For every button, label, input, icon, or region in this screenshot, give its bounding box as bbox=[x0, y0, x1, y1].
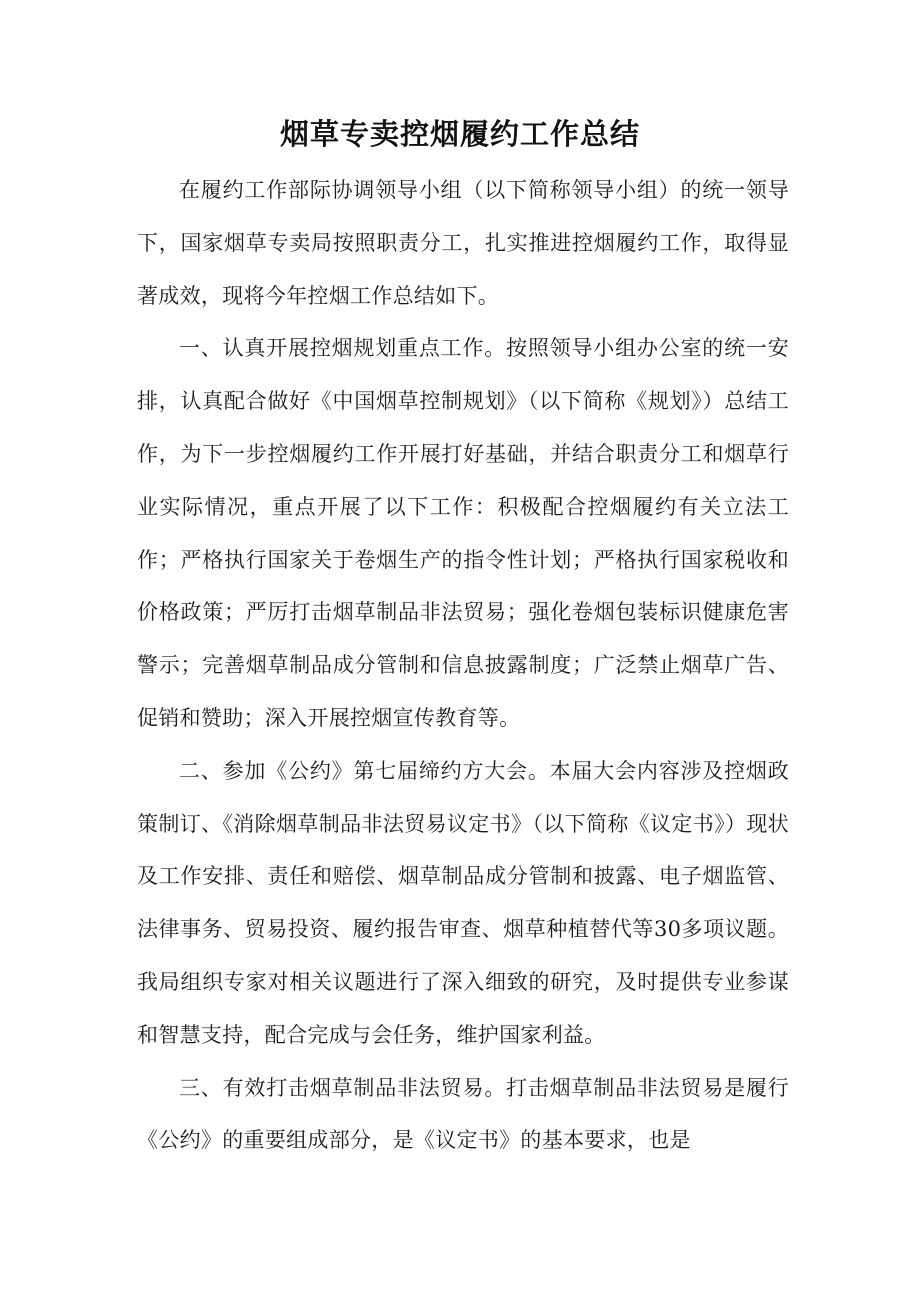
paragraph-section-1: 一、认真开展控烟规划重点工作。按照领导小组办公室的统一安排，认真配合做好《中国烟草控制规划》（以下简称《规划》）总结工作，为下一步控烟履约工作开展打好基础，并结合职责分工和烟草行业实际情况，重点开展了以下工作：积极配合控烟履约有关立法工作；严格执行国家关于卷烟生产的指令性计划；严格执行国家税收和价格政策；严厉打击烟草制品非法贸易；强化卷烟包装标识健康危害警示；完善烟草制品成分管制和信息披露制度；广泛禁止烟草广告、促销和赞助；深入开展控烟宣传教育等。 bbox=[137, 336, 789, 730]
document-title: 烟草专卖控烟履约工作总结 bbox=[279, 117, 640, 151]
paragraph-section-2: 二、参加《公约》第七届缔约方大会。本届大会内容涉及控烟政策制订、《消除烟草制品非法贸易议定书》（以下简称《议定书》）现状及工作安排、责任和赔偿、烟草制品成分管制和披露、电子烟监管、法律事务、贸易投资、履约报告审查、烟草种植替代等30多项议题。我局组织专家对相关议题进行了深入细致的研究，及时提供专业参谋和智慧支持，配合完成与会任务，维护国家利益。 bbox=[137, 758, 789, 1047]
paragraph-section-3: 三、有效打击烟草制品非法贸易。打击烟草制品非法贸易是履行《公约》的重要组成部分，是《议定书》的基本要求，也是 bbox=[137, 1075, 789, 1153]
paragraph-intro: 在履约工作部际协调领导小组（以下简称领导小组）的统一领导下，国家烟草专卖局按照职责分工，扎实推进控烟履约工作，取得显著成效，现将今年控烟工作总结如下。 bbox=[137, 178, 789, 308]
document-body bbox=[137, 164, 789, 1167]
